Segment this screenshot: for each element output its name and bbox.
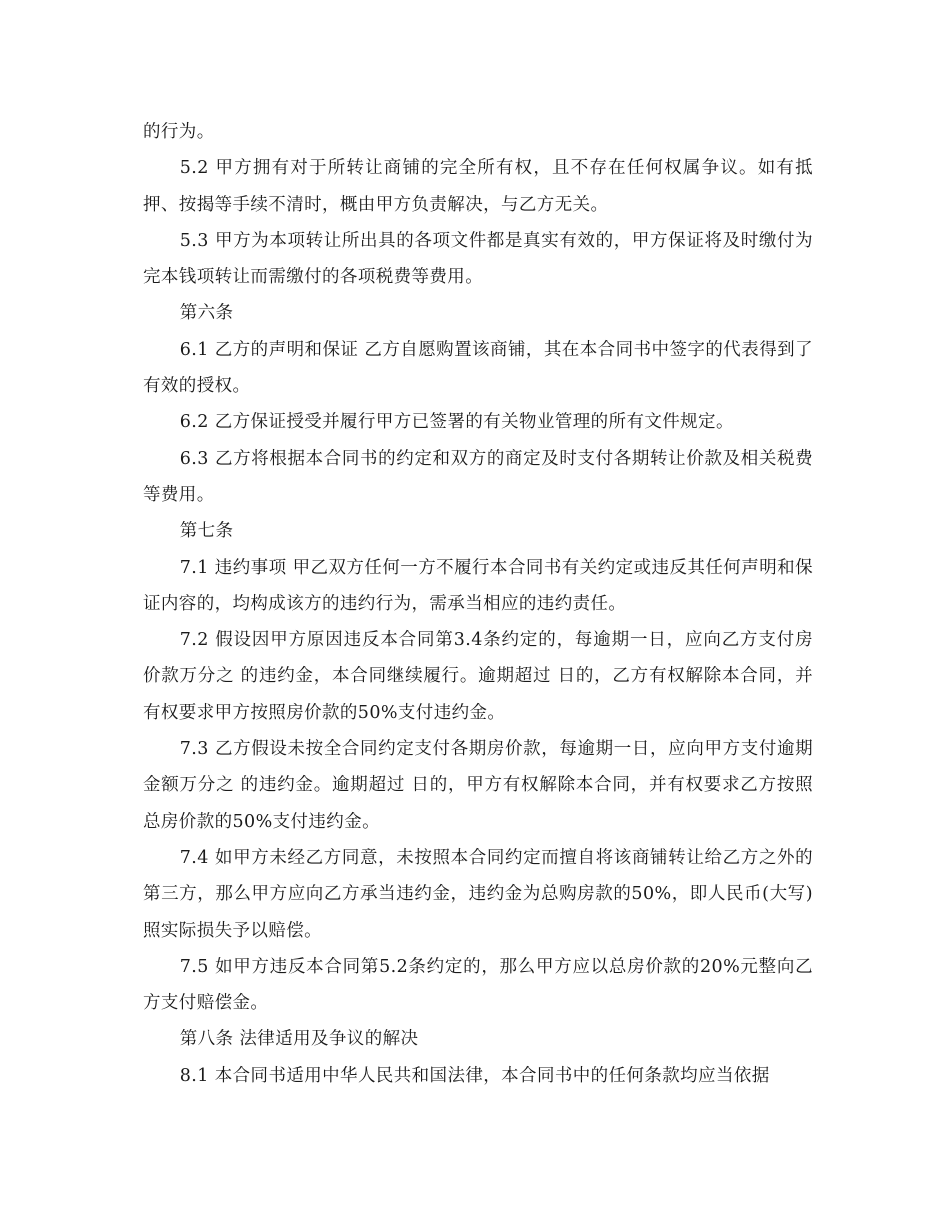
paragraph-6-1: 6.1 乙方的声明和保证 乙方自愿购置该商铺，其在本合同书中签字的代表得到了有效的授权。 bbox=[143, 339, 813, 397]
paragraph-8-1: 8.1 本合同书适用中华人民共和国法律，本合同书中的任何条款均应当依据 bbox=[179, 1065, 770, 1086]
paragraph-6-2: 6.2 乙方保证授受并履行甲方已签署的有关物业管理的所有文件规定。 bbox=[179, 412, 734, 433]
paragraph-5-2: 5.2 甲方拥有对于所转让商铺的完全所有权，且不存在任何权属争议。如有抵押、按揭等手续不清时，概由甲方负责解决，与乙方无关。 bbox=[143, 158, 813, 215]
paragraph-7-2: 7.2 假设因甲方原因违反本合同第3.4条约定的，每逾期一日，应向乙方支付房价款万分之 的违约金，本合同继续履行。逾期超过 日的，乙方有权解除本合同，并有权要求甲方按照房价款的50%支付违约金。 bbox=[143, 630, 813, 723]
paragraph-7-5: 7.5 如甲方违反本合同第5.2条约定的，那么甲方应以总房价款的20%元整向乙方支付赔偿金。 bbox=[143, 956, 813, 1014]
paragraph-7-1: 7.1 违约事项 甲乙双方任何一方不履行本合同书有关约定或违反其任何声明和保证内容的，均构成该方的违约行为，需承当相应的违约责任。 bbox=[143, 557, 813, 614]
heading-article-6: 第六条 bbox=[179, 303, 234, 324]
paragraph-7-4: 7.4 如甲方未经乙方同意，未按照本合同约定而擅自将该商铺转让给乙方之外的第三方，那么甲方应向乙方承当违约金，违约金为总购房款的50%，即人民币(大写)照实际损失予以赔偿。 bbox=[143, 847, 813, 941]
document-body bbox=[143, 114, 813, 1094]
paragraph-continuation: 的行为。 bbox=[143, 122, 215, 142]
heading-article-7: 第七条 bbox=[179, 521, 234, 542]
paragraph-5-3: 5.3 甲方为本项转让所出具的各项文件都是真实有效的，甲方保证将及时缴付为完本钱项转让而需缴付的各项税费等费用。 bbox=[143, 230, 813, 288]
paragraph-6-3: 6.3 乙方将根据本合同书的约定和双方的商定及时支付各期转让价款及相关税费等费用。 bbox=[143, 448, 813, 505]
paragraph-7-3: 7.3 乙方假设未按全合同约定支付各期房价款，每逾期一日，应向甲方支付逾期金额万分之 的违约金。逾期超过 日的，甲方有权解除本合同，并有权要求乙方按照总房价款的50%支付违约金。 bbox=[143, 739, 813, 832]
heading-article-8: 第八条 法律适用及争议的解决 bbox=[179, 1029, 419, 1050]
